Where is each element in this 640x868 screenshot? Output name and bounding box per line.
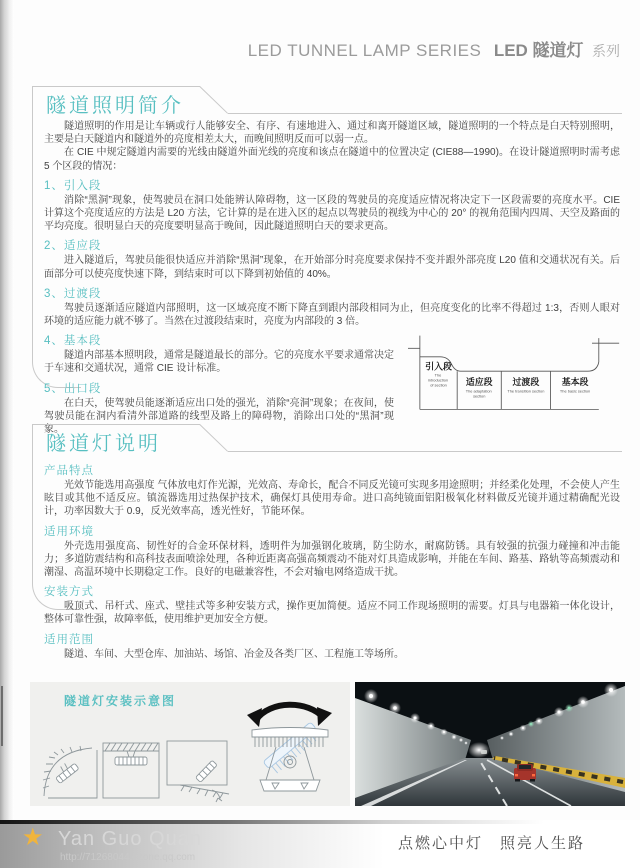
footer-bar [0, 820, 640, 868]
section-body [44, 120, 620, 436]
series-title-suffix: 系列 [592, 43, 620, 59]
item-heading: 产品特点 [44, 465, 94, 477]
intro-paragraph: 在 CIE 中规定隧道内需要的光线由隧道外面光线的亮度和该点在隧道中的位置决定 (CIE88—1990)。在设计隧道照明时需考虑 5 个区段的情况： [44, 147, 620, 172]
page-header [248, 36, 620, 61]
section-rule [228, 451, 622, 452]
section-body [44, 458, 620, 661]
diagram-cell-en: The transition section [507, 388, 545, 394]
tab-slant-line [199, 424, 228, 452]
item-heading: 3、过渡段 [44, 287, 102, 300]
arc-wall-mount-diagram [40, 742, 98, 800]
list-item [44, 583, 620, 626]
diagram-cell-zh: 基本段 [561, 377, 589, 388]
item-heading: 安装方式 [44, 586, 94, 599]
section-rule [228, 113, 622, 114]
installation-panel [30, 682, 350, 806]
rotation-arrow-icon [247, 705, 332, 727]
diagram-cell-zh: 过渡段 [512, 377, 540, 388]
series-title-zh: LED 隧道灯 [493, 41, 584, 60]
section-title: 隧道灯说明 [46, 433, 161, 455]
item-body: 驾驶员逐渐适应隧道内部照明，这一区域亮度不断下降直到跟内部段相同为止，但亮度变化的比率不得超过 1:3，否则人眼对环境的适应能力就不够了。当然在过渡段结束时，亮度为内部段的 3 倍。 [44, 302, 620, 328]
diagram-cell-en: The basic section [559, 388, 591, 394]
tunnel-sections-diagram [408, 330, 620, 426]
section-title-tab [32, 86, 200, 117]
installation-panel-title: 隧道灯安装示意图 [64, 694, 177, 708]
item-heading: 4、基本段 [44, 335, 102, 348]
item-heading: 适用环境 [44, 525, 94, 538]
diagram-cell-en: The adaptation section [465, 388, 492, 399]
list-item [44, 177, 620, 234]
lamp-with-bracket [252, 728, 328, 792]
page-edge-notch [1, 686, 3, 746]
list-item [44, 523, 620, 580]
text-and-diagram-row [44, 328, 620, 436]
item-body: 光效节能选用高强度 气体放电灯作光源，光效高、寿命长，配合不同反光镜可实现多用途照明；并经柔化处理，不会使人产生眩目或其他不适反应。镇流器选用过热保护技术，确保灯具使用寿命。进口高纯镜面铝阳极氧化材料做反光镜并通过精确配光设计，功率因数大于 0.9，反光效率高，透光性好，节能环保。 [44, 480, 620, 518]
section-border-left [32, 86, 33, 362]
item-body: 隧道内部基本照明段，通常是隧道最长的部分。它的亮度水平要求通常决定于车速和交通状况，通常 CIE 设计标准。 [44, 350, 394, 375]
item-body: 外壳选用强度高、韧性好的合金环保材料，透明件为加强钢化玻璃，防尘防水，耐腐防锈。具有较强的抗强力碰撞和冲击能力；多道防震结构和高科技表面喷涂处理，各种近距离高强高频震动不能对灯具造成影响，并能在车间、路基、路轨等高频震动和潮湿、高温环境中长期稳定工作。良好的电磁兼容性，不会对输电网络造成干扰。 [44, 540, 620, 579]
star-icon: ★ [22, 824, 44, 851]
list-item [44, 237, 620, 280]
footer-slogan: 点燃心中灯 照亮人生路 [397, 835, 585, 852]
diagram-cell-zh: 引入段 [425, 361, 452, 372]
pedestal-mount-diagram [166, 740, 230, 806]
adjustable-angle-lamp-diagram [244, 696, 336, 798]
intro-paragraph: 隧道照明的作用是让车辆或行人能够安全、有序、有速地进入、通过和离开隧道区域，隧道照明的一个特点是白天特别照明，主要是白天隧道内和隧道外的亮度相差太大，而晚间照明反而可以弱一点。 [44, 121, 620, 146]
tab-slant-line [199, 86, 228, 114]
list-item [44, 285, 620, 328]
section-tunnel-lamp-description [32, 424, 622, 660]
list-item [44, 631, 620, 661]
item-heading: 适用范围 [44, 633, 94, 646]
item-body: 隧道、车间、大型仓库、加油站、场馆、冶金及各类厂区、工程施工等场所。 [64, 648, 404, 660]
item-body: 进入隧道后，驾驶员能很快适应并消除“黑洞”现象，在开始部分时亮度要求保持不变并跟外部亮度 L20 值和交通状况有关。后面部分可以使亮度快速下降，到结束时可以下降到初始值的 40%。 [44, 255, 620, 280]
diagram-column [394, 328, 620, 436]
item-heading: 2、适应段 [44, 240, 102, 253]
distant-vehicle [481, 750, 487, 754]
watermark-name: Yan Guo Quan [58, 828, 202, 850]
footer-top-line [0, 820, 640, 824]
item-body: 吸顶式、吊杆式、座式、壁挂式等多种安装方式，操作更加简便。适应不同工作现场照明的需要。灯具与电器箱一体化设计，整体可靠性强，故障率低，使用维护更加安全方便。 [44, 601, 620, 626]
list-item [44, 332, 394, 375]
watermark-url: http://71268044.qzone.qq.com [60, 852, 196, 863]
ceiling-mount-diagram [102, 742, 160, 800]
item-heading: 5、出口段 [44, 382, 102, 395]
item-heading: 1、引入段 [44, 179, 102, 192]
item-body: 在白天，使驾驶员能逐渐适应出口处的强光，消除“亮洞”现象；在夜间，使驾驶员能在洞内看清外部道路的线型及路上的障碍物，消除出口处的“黑洞”现象。 [44, 397, 394, 436]
item-body: 消除“黑洞”现象，使驾驶员在洞口处能辨认障碍物，这一区段的驾驶员的亮度适应情况将决定下一区段需要的亮度水平。CIE 计算这个亮度适应的方法是 L20 方法，它计算的是在进入区的起点以驾驶员的视线为中心的 20° 的视角范围内四周、天空及路面的平均亮度。很明显白天的亮度要明显高于晚间，因此隧道照明白天的要求更高。 [44, 194, 620, 233]
section-title-tab [32, 424, 200, 455]
red-car [514, 764, 536, 782]
tunnel-photo [355, 682, 625, 806]
list-item [44, 462, 620, 519]
section-title: 隧道照明简介 [46, 95, 184, 117]
section-tunnel-lighting-intro [32, 86, 622, 436]
items-column [44, 328, 394, 436]
diagram-cell-zh: 适应段 [465, 377, 493, 388]
diagram-cell-en: The introduction of section [427, 372, 449, 388]
series-title-en: LED TUNNEL LAMP SERIES [247, 41, 482, 60]
